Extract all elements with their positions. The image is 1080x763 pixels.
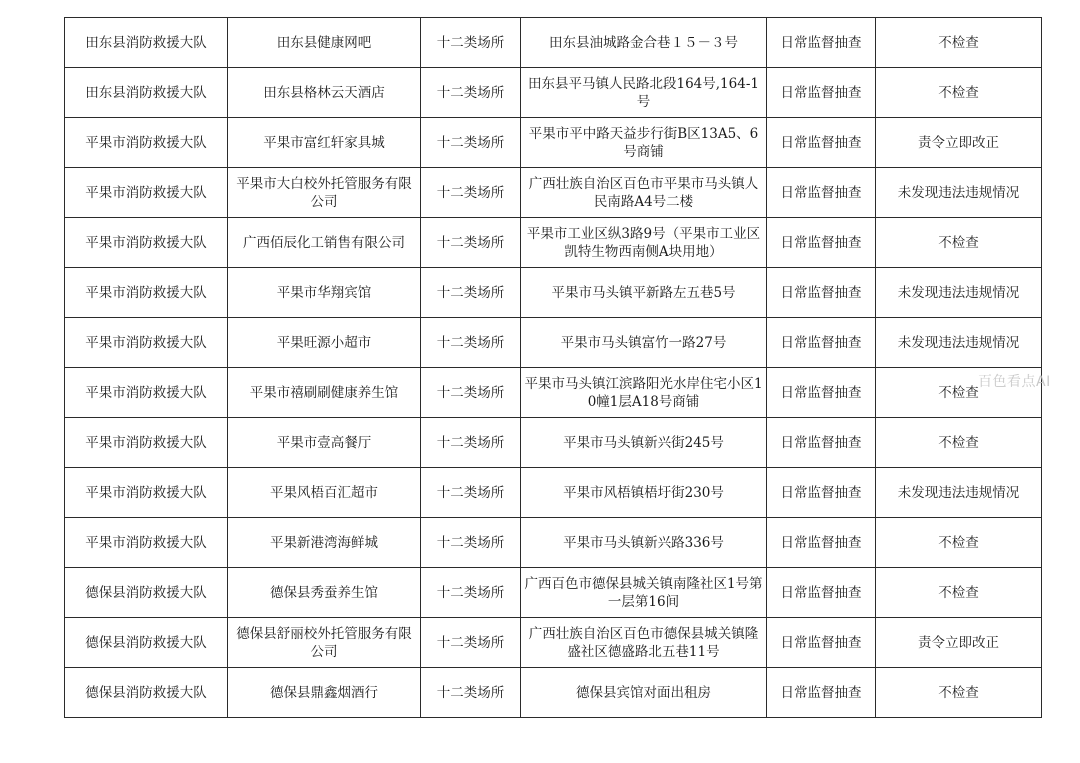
venue-category-cell: 十二类场所 xyxy=(421,618,521,668)
venue-category-cell: 十二类场所 xyxy=(421,168,521,218)
table-row xyxy=(65,168,1042,218)
table-row xyxy=(65,418,1042,468)
venue-name-cell: 德保县舒丽校外托管服务有限公司 xyxy=(228,618,421,668)
fire-brigade-cell: 平果市消防救援大队 xyxy=(65,318,228,368)
venue-name-cell: 德保县鼎鑫烟酒行 xyxy=(228,668,421,718)
venue-name-cell: 田东县格林云天酒店 xyxy=(228,68,421,118)
inspection-result-cell: 未发现违法违规情况 xyxy=(876,318,1042,368)
table-row xyxy=(65,668,1042,718)
inspection-method-cell: 日常监督抽查 xyxy=(767,68,876,118)
inspection-table-body xyxy=(65,18,1042,718)
venue-address-cell: 广西百色市德保县城关镇南隆社区1号第一层第16间 xyxy=(521,568,767,618)
venue-address-cell: 平果市风梧镇梧圩街230号 xyxy=(521,468,767,518)
venue-name-cell: 德保县秀蚕养生馆 xyxy=(228,568,421,618)
venue-address-cell: 平果市马头镇江滨路阳光水岸住宅小区10幢1层A18号商铺 xyxy=(521,368,767,418)
venue-name-cell: 田东县健康网吧 xyxy=(228,18,421,68)
venue-category-cell: 十二类场所 xyxy=(421,418,521,468)
venue-address-cell: 广西壮族自治区百色市德保县城关镇隆盛社区德盛路北五巷11号 xyxy=(521,618,767,668)
venue-category-cell: 十二类场所 xyxy=(421,468,521,518)
venue-name-cell: 平果旺源小超市 xyxy=(228,318,421,368)
fire-brigade-cell: 平果市消防救援大队 xyxy=(65,468,228,518)
venue-address-cell: 广西壮族自治区百色市平果市马头镇人民南路A4号二楼 xyxy=(521,168,767,218)
fire-brigade-cell: 德保县消防救援大队 xyxy=(65,568,228,618)
table-row xyxy=(65,18,1042,68)
inspection-method-cell: 日常监督抽查 xyxy=(767,268,876,318)
venue-category-cell: 十二类场所 xyxy=(421,218,521,268)
inspection-method-cell: 日常监督抽查 xyxy=(767,468,876,518)
venue-address-cell: 德保县宾馆对面出租房 xyxy=(521,668,767,718)
table-row xyxy=(65,518,1042,568)
inspection-method-cell: 日常监督抽查 xyxy=(767,418,876,468)
fire-brigade-cell: 平果市消防救援大队 xyxy=(65,518,228,568)
venue-address-cell: 平果市马头镇富竹一路27号 xyxy=(521,318,767,368)
table-row xyxy=(65,268,1042,318)
table-row xyxy=(65,218,1042,268)
inspection-result-cell: 不检查 xyxy=(876,668,1042,718)
venue-name-cell: 广西佰辰化工销售有限公司 xyxy=(228,218,421,268)
table-row xyxy=(65,368,1042,418)
venue-category-cell: 十二类场所 xyxy=(421,118,521,168)
venue-address-cell: 田东县油城路金合巷１５－３号 xyxy=(521,18,767,68)
fire-brigade-cell: 平果市消防救援大队 xyxy=(65,218,228,268)
venue-category-cell: 十二类场所 xyxy=(421,368,521,418)
inspection-method-cell: 日常监督抽查 xyxy=(767,218,876,268)
venue-category-cell: 十二类场所 xyxy=(421,518,521,568)
venue-name-cell: 平果市壹高餐厅 xyxy=(228,418,421,468)
venue-address-cell: 田东县平马镇人民路北段164号,164-1号 xyxy=(521,68,767,118)
inspection-method-cell: 日常监督抽查 xyxy=(767,368,876,418)
venue-name-cell: 平果风梧百汇超市 xyxy=(228,468,421,518)
venue-category-cell: 十二类场所 xyxy=(421,668,521,718)
inspection-method-cell: 日常监督抽查 xyxy=(767,518,876,568)
inspection-method-cell: 日常监督抽查 xyxy=(767,18,876,68)
inspection-method-cell: 日常监督抽查 xyxy=(767,318,876,368)
venue-category-cell: 十二类场所 xyxy=(421,68,521,118)
venue-category-cell: 十二类场所 xyxy=(421,568,521,618)
inspection-result-cell: 未发现违法违规情况 xyxy=(876,268,1042,318)
inspection-method-cell: 日常监督抽查 xyxy=(767,668,876,718)
fire-brigade-cell: 德保县消防救援大队 xyxy=(65,618,228,668)
venue-name-cell: 平果市禧刷刷健康养生馆 xyxy=(228,368,421,418)
venue-address-cell: 平果市马头镇新兴路336号 xyxy=(521,518,767,568)
inspection-method-cell: 日常监督抽查 xyxy=(767,168,876,218)
inspection-table-sheet xyxy=(64,17,1041,718)
fire-brigade-cell: 田东县消防救援大队 xyxy=(65,18,228,68)
table-row xyxy=(65,68,1042,118)
inspection-result-cell: 不检查 xyxy=(876,518,1042,568)
venue-address-cell: 平果市马头镇新兴街245号 xyxy=(521,418,767,468)
venue-category-cell: 十二类场所 xyxy=(421,268,521,318)
venue-name-cell: 平果市华翔宾馆 xyxy=(228,268,421,318)
source-watermark: 百色看点AI xyxy=(978,374,1051,390)
inspection-result-cell: 不检查 xyxy=(876,218,1042,268)
inspection-result-cell: 未发现违法违规情况 xyxy=(876,468,1042,518)
table-row xyxy=(65,118,1042,168)
fire-brigade-cell: 平果市消防救援大队 xyxy=(65,168,228,218)
venue-category-cell: 十二类场所 xyxy=(421,318,521,368)
inspection-method-cell: 日常监督抽查 xyxy=(767,568,876,618)
fire-brigade-cell: 平果市消防救援大队 xyxy=(65,118,228,168)
fire-brigade-cell: 平果市消防救援大队 xyxy=(65,418,228,468)
inspection-result-cell: 未发现违法违规情况 xyxy=(876,168,1042,218)
inspection-method-cell: 日常监督抽查 xyxy=(767,118,876,168)
venue-category-cell: 十二类场所 xyxy=(421,18,521,68)
fire-brigade-cell: 平果市消防救援大队 xyxy=(65,268,228,318)
venue-address-cell: 平果市平中路天益步行街B区13A5、6号商铺 xyxy=(521,118,767,168)
table-row xyxy=(65,318,1042,368)
inspection-result-cell: 责令立即改正 xyxy=(876,618,1042,668)
venue-address-cell: 平果市工业区纵3路9号（平果市工业区凯特生物西南侧A块用地） xyxy=(521,218,767,268)
inspection-result-cell: 不检查 xyxy=(876,418,1042,468)
venue-name-cell: 平果市大白校外托管服务有限公司 xyxy=(228,168,421,218)
fire-brigade-cell: 德保县消防救援大队 xyxy=(65,668,228,718)
table-row xyxy=(65,618,1042,668)
inspection-result-cell: 不检查 xyxy=(876,18,1042,68)
inspection-result-cell: 不检查 xyxy=(876,368,1042,418)
table-row xyxy=(65,568,1042,618)
venue-address-cell: 平果市马头镇平新路左五巷5号 xyxy=(521,268,767,318)
inspection-result-cell: 不检查 xyxy=(876,68,1042,118)
fire-brigade-cell: 田东县消防救援大队 xyxy=(65,68,228,118)
venue-name-cell: 平果新港湾海鲜城 xyxy=(228,518,421,568)
fire-brigade-cell: 平果市消防救援大队 xyxy=(65,368,228,418)
inspection-table xyxy=(64,17,1042,718)
inspection-method-cell: 日常监督抽查 xyxy=(767,618,876,668)
inspection-result-cell: 责令立即改正 xyxy=(876,118,1042,168)
venue-name-cell: 平果市富红轩家具城 xyxy=(228,118,421,168)
table-row xyxy=(65,468,1042,518)
inspection-result-cell: 不检查 xyxy=(876,568,1042,618)
